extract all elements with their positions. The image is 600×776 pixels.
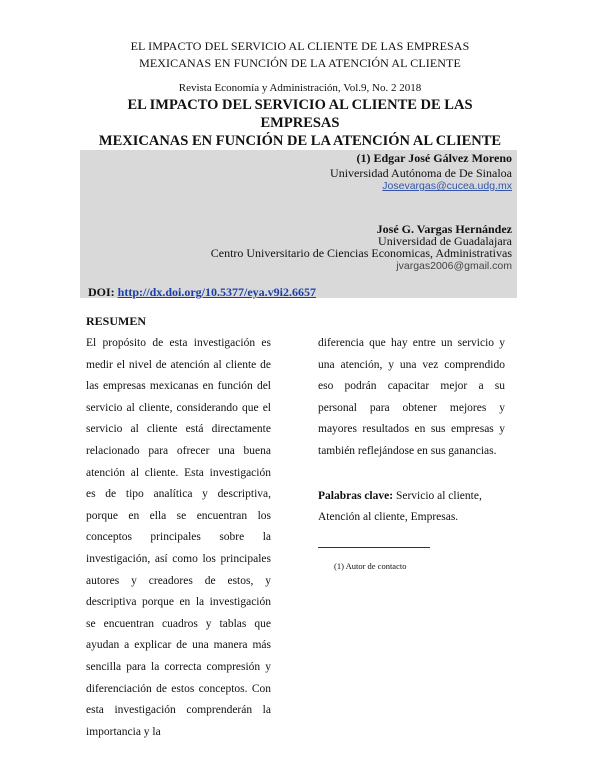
keywords-label: Palabras clave: [318,490,394,502]
author-2-email[interactable]: jvargas2006@gmail.com [396,260,512,272]
title-line-3: MEXICANAS EN FUNCIÓN DE LA ATENCIÓN AL CLIENTE [98,133,502,149]
doi-link[interactable]: http://dx.doi.org/10.5377/eya.v9i2.6657 [117,285,317,299]
author-1-affiliation: Universidad Autónoma de De Sinaloa [330,166,512,180]
abstract-heading: RESUMEN [86,314,147,328]
title-line-1: EL IMPACTO DEL SERVICIO AL CLIENTE DE LAS [127,97,473,113]
abstract-right-column: diferencia que hay entre un servicio y una atención, y una vez comprendido eso podrán capacitar mejor a su personal para obtener mejores y mayores resultados en sus empresas y también reflejándose en sus ganancias. [318,337,505,457]
journal-citation: Revista Economía y Administración, Vol.9, No. 2 2018 [178,82,422,94]
keywords [318,486,508,528]
title-line-2: EMPRESAS [260,115,340,131]
author-2-affiliation-2: Centro Universitario de Ciencias Economicas, Administrativas [210,246,512,260]
paper-title [80,96,520,150]
keywords-text: Servicio al cliente, Atención al cliente, Empresas. [318,490,482,523]
doi-line [88,285,316,300]
running-head [0,38,600,72]
running-head-line-2: MEXICANAS EN FUNCIÓN DE LA ATENCIÓN AL CLIENTE [139,56,461,70]
author-2-affiliation-1: Universidad de Guadalajara [378,234,512,248]
footnote: (1) Autor de contacto [334,561,407,571]
running-head-line-1: EL IMPACTO DEL SERVICIO AL CLIENTE DE LAS EMPRESAS [130,39,470,53]
author-2-name: José G. Vargas Hernández [376,222,512,236]
abstract-left-column: El propósito de esta investigación es medir el nivel de atención al cliente de las empresas mexicanas en función del servicio al cliente, considerando que el servicio al cliente está directamente relacionado para ofrecer una buena atención al cliente. Esta investigación es de tipo analítica y descriptiva, porque en ella se encuentran los conceptos principales sobre la investigación, así como los principales autores y creadores de estos, y descriptiva porque en la investigación se encuentran cuadros y tablas que ayudan a explicar de una manera más sencilla para la correcta compresión y diferenciación de estos conceptos. Con esta investigación comprenderán la importancia y la [86,337,271,738]
footnote-divider [318,547,430,548]
author-1-name: (1) Edgar José Gálvez Moreno [356,151,512,165]
doi-label: DOI: [88,285,115,299]
author-1-email-link[interactable]: Josevargas@cucea.udg.mx [382,180,512,192]
